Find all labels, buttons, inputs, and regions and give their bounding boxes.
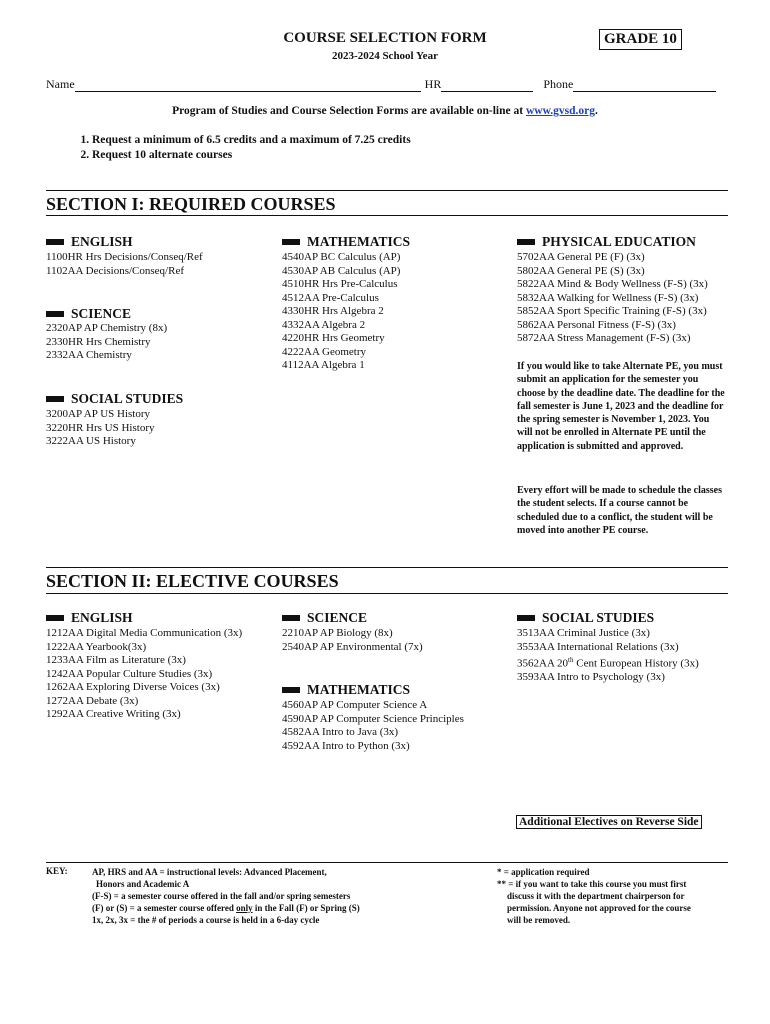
course-item: 2332AA Chemistry [46, 349, 132, 361]
requirement-item: 2. Request 10 alternate courses [92, 148, 411, 163]
s2-english-heading: ENGLISH [46, 610, 133, 626]
name-field[interactable] [75, 79, 421, 92]
name-label: Name [46, 77, 75, 91]
s1-pe-list [517, 251, 708, 346]
s1-social-list [46, 408, 154, 449]
bullet-icon [46, 311, 64, 317]
course-item: 1262AA Exploring Diverse Voices (3x) [46, 681, 220, 693]
course-item: 4560AP AP Computer Science A [282, 699, 428, 711]
course-item: 4512AA Pre-Calculus [282, 291, 379, 304]
course-item: 5802AA General PE (S) (3x) [517, 264, 645, 277]
phone-label: Phone [543, 77, 574, 91]
course-item: 5822AA Mind & Body Wellness (F-S) (3x) [517, 278, 708, 290]
s1-science-list [46, 322, 167, 363]
s1-english-heading: ENGLISH [46, 234, 133, 250]
section1-title: SECTION I: REQUIRED COURSES [46, 194, 336, 214]
course-item: 2210AP AP Biology (8x) [282, 627, 393, 639]
phone-field[interactable] [573, 79, 716, 92]
course-item: 5832AA Walking for Wellness (F-S) (3x) [517, 291, 699, 304]
s1-math-heading: MATHEMATICS [282, 234, 410, 250]
course-item: 1100HR Hrs Decisions/Conseq/Ref [46, 251, 203, 263]
course-item: 1222AA Yearbook(3x) [46, 640, 147, 653]
student-info-line [46, 77, 716, 92]
reverse-side-note: Additional Electives on Reverse Side [516, 815, 702, 829]
section-divider [46, 567, 728, 568]
course-item: 1242AA Popular Culture Studies (3x) [46, 667, 213, 680]
s2-math-heading: MATHEMATICS [282, 682, 410, 698]
section-divider [46, 593, 728, 594]
school-year: 2023-2024 School Year [332, 50, 438, 62]
course-item: 4330HR Hrs Algebra 2 [282, 305, 384, 317]
bullet-icon [282, 687, 300, 693]
bullet-icon [517, 239, 535, 245]
bullet-icon [46, 396, 64, 402]
course-item: 3220HR Hrs US History [46, 421, 155, 434]
s1-social-heading: SOCIAL STUDIES [46, 391, 183, 407]
key-label: KEY: [46, 866, 68, 876]
course-item: 1272AA Debate (3x) [46, 694, 139, 707]
section-divider [46, 215, 728, 216]
course-item: 1212AA Digital Media Communication (3x) [46, 627, 243, 639]
course-item: 2540AP AP Environmental (7x) [282, 640, 423, 653]
s1-math-list [282, 251, 400, 373]
program-note: Program of Studies and Course Selection Forms are available on-line at www.gvsd.org. [172, 105, 598, 117]
s2-math-list [282, 699, 464, 753]
bullet-icon [46, 615, 64, 621]
course-item: 1292AA Creative Writing (3x) [46, 708, 181, 720]
course-item: 1102AA Decisions/Conseq/Ref [46, 264, 184, 277]
course-item: 3200AP AP US History [46, 408, 151, 420]
course-item: 3593AA Intro to Psychology (3x) [517, 671, 665, 684]
bullet-icon [46, 239, 64, 245]
course-item: 2320AP AP Chemistry (8x) [46, 322, 168, 334]
course-item: 4332AA Algebra 2 [282, 318, 366, 331]
bullet-icon [517, 615, 535, 621]
course-item: 4590AP AP Computer Science Principles [282, 712, 464, 725]
bullet-icon [282, 239, 300, 245]
form-title: COURSE SELECTION FORM [283, 30, 487, 46]
s2-science-list [282, 627, 423, 654]
s2-social-heading: SOCIAL STUDIES [517, 610, 654, 626]
course-item: 5852AA Sport Specific Training (F-S) (3x) [517, 305, 707, 317]
course-item: 3513AA Criminal Justice (3x) [517, 627, 650, 639]
course-item: 1233AA Film as Literature (3x) [46, 654, 186, 666]
course-item: 4220HR Hrs Geometry [282, 332, 385, 344]
s2-social-list [517, 627, 699, 685]
requirements-list [78, 133, 411, 163]
schedule-effort-note: Every effort will be made to schedule the classes the student selects. If a course cannot be scheduled due to a conflict, the student will be moved into another PE course. [517, 485, 722, 536]
course-item: 3553AA International Relations (3x) [517, 640, 679, 653]
key-legend: AP, HRS and AA = instructional levels: Advanced Placement, Honors and Academic A (F-S) = a semester course offered in the fall and/or spring semesters (F) or (S) = a semester course offered only in the Fall (F) or Spring (S) 1x, 2x, 3x = the # of periods a course is held in a 6-day cycle [92, 867, 360, 925]
course-item: 4510HR Hrs Pre-Calculus [282, 278, 398, 290]
course-item: 2330HR Hrs Chemistry [46, 335, 151, 348]
course-item: 3562AA 20th Cent European History (3x) [517, 656, 699, 670]
course-item: 4540AP BC Calculus (AP) [282, 251, 401, 263]
course-item: 5872AA Stress Management (F-S) (3x) [517, 332, 691, 344]
course-item: 3222AA US History [46, 435, 136, 447]
course-item: 5862AA Personal Fitness (F-S) (3x) [517, 318, 676, 331]
key-notes: * = application required ** = if you want to take this course you must first discuss it with the department chairperson for permission. Anyone not approved for the course will be removed. [497, 867, 691, 925]
course-item: 4530AP AB Calculus (AP) [282, 264, 401, 277]
section-divider [46, 190, 728, 191]
course-item: 4112AA Algebra 1 [282, 359, 365, 371]
requirement-item: 1. Request a minimum of 6.5 credits and a maximum of 7.25 credits [92, 133, 411, 148]
course-item: 5702AA General PE (F) (3x) [517, 251, 645, 263]
s1-pe-heading: PHYSICAL EDUCATION [517, 234, 696, 250]
gvsd-link[interactable]: www.gvsd.org [525, 105, 595, 117]
hr-label: HR [424, 77, 442, 91]
course-item: 4582AA Intro to Java (3x) [282, 726, 399, 738]
hr-field[interactable] [441, 79, 533, 92]
s2-english-list [46, 627, 242, 722]
bullet-icon [282, 615, 300, 621]
section2-title: SECTION II: ELECTIVE COURSES [46, 571, 339, 591]
s1-science-heading: SCIENCE [46, 306, 131, 322]
alternate-pe-note: If you would like to take Alternate PE, you must submit an application for the semester you choose by the deadline date. The deadline for the fall semester is June 1, 2023 and the deadline for the spring semester is November 1, 2023. You will not be enrolled in Alternate PE until the application is submitted and approved. [517, 361, 725, 452]
course-item: 4222AA Geometry [282, 345, 367, 358]
grade-badge: GRADE 10 [599, 29, 682, 50]
s1-english-list [46, 251, 203, 278]
course-item: 4592AA Intro to Python (3x) [282, 739, 410, 752]
s2-science-heading: SCIENCE [282, 610, 367, 626]
key-divider [46, 862, 728, 863]
